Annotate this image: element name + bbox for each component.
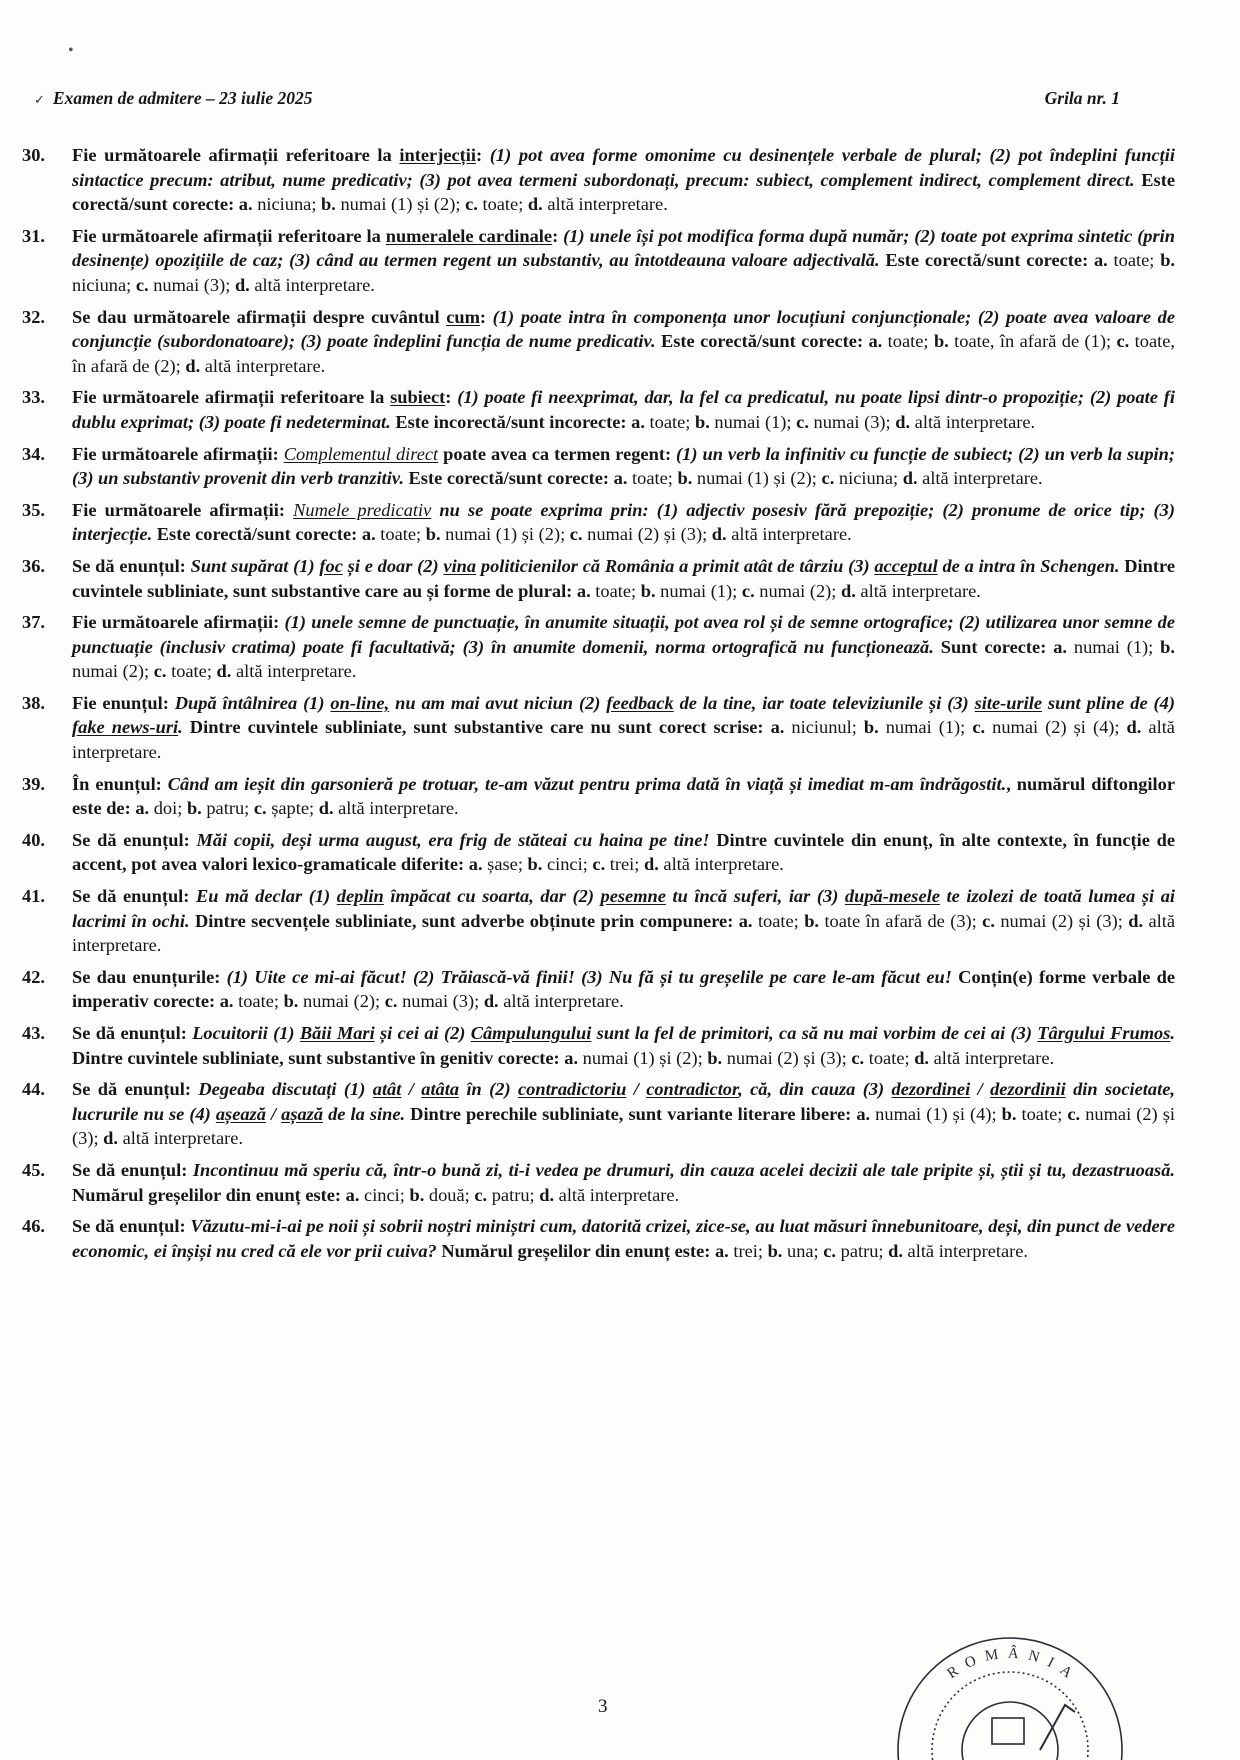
text-run: Fie următoarele afirmații referitoare la bbox=[72, 387, 391, 408]
text-run: altă interpretare. bbox=[542, 194, 668, 215]
text-run: d. bbox=[1128, 910, 1144, 931]
text-run: Se dau următoarele afirmații despre cuvântul bbox=[72, 306, 447, 327]
question-text bbox=[72, 1077, 1175, 1151]
text-run: b. bbox=[933, 331, 949, 352]
text-run: d. bbox=[914, 1047, 930, 1068]
text-run: doi; bbox=[149, 798, 187, 819]
text-run: d. bbox=[711, 524, 727, 545]
text-run: : bbox=[552, 225, 564, 246]
text-run: Degeaba discutați (1) bbox=[198, 1079, 373, 1100]
question-item bbox=[22, 884, 1175, 958]
text-run: numai (2) și (3); bbox=[994, 910, 1129, 931]
text-run: Fie enunțul: bbox=[72, 692, 175, 713]
underlined-term: Numele predicativ bbox=[293, 499, 432, 520]
text-run: b. bbox=[283, 991, 299, 1012]
question-item bbox=[22, 691, 1175, 765]
underlined-term: site-urile bbox=[974, 692, 1043, 713]
text-run: d. bbox=[527, 194, 543, 215]
text-run: c. bbox=[135, 274, 149, 295]
question-number: 40. bbox=[22, 829, 45, 850]
underlined-term: Câmpulungului bbox=[470, 1023, 592, 1043]
question-item bbox=[22, 305, 1175, 379]
text-run: c. bbox=[384, 991, 398, 1012]
text-run: numai (1) și (2); bbox=[692, 468, 822, 489]
text-run: . bbox=[1170, 1023, 1175, 1043]
text-run: , numărul diftongilor este de: a. bbox=[72, 773, 1175, 819]
text-run: altă interpretare. bbox=[333, 798, 459, 819]
question-text bbox=[72, 385, 1175, 434]
question-text bbox=[72, 554, 1175, 603]
text-run: Când am ieșit din garsonieră pe trotuar, te-am văzut pentru prima dată în viață și imediat m-am îndrăgostit. bbox=[167, 773, 1007, 794]
text-run: patru; bbox=[487, 1184, 540, 1205]
question-number: 35. bbox=[22, 499, 45, 520]
question-number: 45. bbox=[22, 1159, 45, 1180]
underlined-term: așează bbox=[215, 1103, 266, 1124]
text-run: Locuitorii (1) bbox=[192, 1023, 300, 1043]
question-item bbox=[22, 224, 1175, 298]
question-item bbox=[22, 1158, 1175, 1207]
text-run: / bbox=[970, 1079, 991, 1100]
text-run: c. bbox=[465, 194, 478, 215]
text-run: b. bbox=[1001, 1103, 1017, 1124]
text-run: altă interpretare. bbox=[855, 580, 981, 601]
question-item bbox=[22, 143, 1175, 217]
text-run: Numărul greșelilor din enunț este: a. bbox=[72, 1184, 360, 1205]
text-run: cinci; bbox=[359, 1184, 410, 1205]
text-run: b. bbox=[767, 1240, 783, 1261]
text-run: toate; bbox=[477, 194, 528, 215]
question-number: 32. bbox=[22, 306, 45, 327]
text-run: toate; bbox=[752, 910, 805, 931]
question-item bbox=[22, 442, 1175, 491]
text-run: numai (2) și (3); bbox=[72, 1103, 1175, 1149]
text-run: numai (2); bbox=[298, 991, 385, 1012]
question-number: 31. bbox=[22, 225, 45, 246]
text-run: patru; bbox=[201, 798, 254, 819]
question-item bbox=[22, 1214, 1175, 1263]
text-run: patru; bbox=[836, 1240, 889, 1261]
text-run: de la sine. bbox=[323, 1103, 406, 1124]
margin-mark: • bbox=[68, 42, 74, 59]
text-run: Văzutu-mi-i-ai pe noii și sobrii noștri miniștri cum, datorită crizei, zice-se, au luat măsuri înnebunitoare, deși, din punct de vedere economic, ei înșiși nu cred că ele vor prii cuiva? bbox=[72, 1216, 1175, 1261]
text-run: d. bbox=[234, 274, 250, 295]
text-run: Fie următoarele afirmații: bbox=[72, 443, 284, 464]
text-run: șapte; bbox=[266, 798, 319, 819]
question-text bbox=[72, 1214, 1175, 1263]
text-run: b. bbox=[1160, 636, 1175, 657]
text-run: Fie următoarele afirmații referitoare la bbox=[72, 145, 400, 165]
text-run: Se dă enunțul: bbox=[72, 829, 197, 850]
text-run: c. bbox=[1116, 331, 1130, 352]
text-run: toate, în afară de (2); bbox=[72, 331, 1176, 376]
underlined-term: vina bbox=[443, 555, 477, 576]
underlined-term: deplin bbox=[336, 886, 384, 907]
header-left bbox=[34, 88, 312, 109]
text-run: b. bbox=[804, 910, 820, 931]
text-run: altă interpretare. bbox=[200, 355, 326, 376]
text-run: (1) pot avea forme omonime cu desinențele verbale de plural; (2) pot îndeplini funcții sintactice precum: atribut, nume predicativ; (3) pot avea termeni subordonați, precum: subiect, complement indirect, complement direct. bbox=[72, 145, 1175, 190]
question-item bbox=[22, 1077, 1175, 1151]
question-text bbox=[72, 691, 1175, 765]
text-run: d. bbox=[185, 355, 201, 376]
text-run: c. bbox=[474, 1184, 488, 1205]
text-run: b. bbox=[863, 717, 879, 738]
question-text bbox=[72, 143, 1175, 217]
text-run: toate; bbox=[375, 524, 426, 545]
question-item bbox=[22, 1021, 1175, 1070]
question-text bbox=[72, 498, 1175, 547]
text-run: din societate, lucrurile nu se (4) bbox=[72, 1079, 1175, 1124]
stamp-center-ring bbox=[962, 1702, 1058, 1760]
text-run: politicienilor că România a primit atât de târziu (3) bbox=[476, 555, 875, 576]
text-run: cinci; bbox=[542, 854, 593, 875]
text-run: numai (3); bbox=[808, 411, 896, 432]
check-mark-icon: ✓ bbox=[34, 92, 45, 107]
underlined-term: pesemne bbox=[600, 886, 666, 907]
text-run: d. bbox=[895, 411, 911, 432]
university-stamp bbox=[890, 1600, 1140, 1760]
text-run: d. bbox=[318, 798, 334, 819]
text-run: sunt la fel de primitori, ca să nu mai vorbim de cei ai (3) bbox=[591, 1023, 1038, 1043]
underlined-term: fake news-uri bbox=[72, 717, 179, 738]
text-run: După întâlnirea (1) bbox=[174, 692, 331, 713]
underlined-term: acceptul bbox=[874, 555, 938, 576]
page-number: 3 bbox=[598, 1696, 608, 1717]
text-run: altă interpretare. bbox=[658, 854, 784, 875]
text-run: două; bbox=[424, 1184, 475, 1205]
text-run: c. bbox=[851, 1047, 865, 1068]
question-item bbox=[22, 772, 1175, 821]
text-run: c. bbox=[823, 1240, 837, 1261]
text-run: d. bbox=[216, 661, 232, 682]
question-item bbox=[22, 385, 1175, 434]
text-run: c. bbox=[796, 411, 809, 432]
underlined-term: numeralele cardinale bbox=[385, 225, 553, 246]
text-run: numai (2); bbox=[754, 580, 841, 601]
underlined-term: dezordinii bbox=[990, 1079, 1066, 1100]
text-run: Se dă enunțul: bbox=[72, 1159, 193, 1180]
question-item bbox=[22, 965, 1175, 1014]
text-run: de a intra în Schengen. bbox=[937, 555, 1120, 576]
text-run: Dintre cuvintele din enunț, în alte contexte, în funcție de accent, pot avea valori lexico-gramaticale diferite: a. bbox=[72, 829, 1176, 875]
text-run: Dintre cuvintele subliniate, sunt substantive în genitiv corecte: a. bbox=[72, 1047, 579, 1068]
text-run: toate; bbox=[864, 1047, 915, 1068]
text-run: altă interpretare. bbox=[910, 411, 1036, 432]
question-number: 37. bbox=[22, 612, 45, 633]
question-text bbox=[72, 442, 1175, 491]
text-run: Este corectă/sunt corecte: a. bbox=[655, 331, 883, 352]
underlined-term: Băii Mari bbox=[299, 1023, 375, 1043]
text-run: b. bbox=[186, 798, 202, 819]
text-run: c. bbox=[153, 661, 167, 682]
text-run: altă interpretare. bbox=[902, 1240, 1029, 1261]
text-run: toate; bbox=[590, 580, 641, 601]
text-run: numai (1) și (2); bbox=[440, 524, 570, 545]
text-run: numai (1); bbox=[709, 411, 797, 432]
text-run: Incontinuu mă speriu că, într-o bună zi, ti-i vedea pe drumuri, din cauza acelei decizii ale tale pripite și, știi și tu, dezastruoasă. bbox=[192, 1159, 1175, 1180]
text-run: d. bbox=[902, 468, 918, 489]
question-text bbox=[72, 305, 1175, 379]
text-run: b. bbox=[1160, 250, 1176, 271]
text-run: c. bbox=[821, 468, 835, 489]
text-run: toate; bbox=[166, 661, 217, 682]
question-item bbox=[22, 554, 1175, 603]
text-run: Conțin(e) forme verbale de imperativ corecte: a. bbox=[72, 966, 1175, 1012]
text-run: în (2) bbox=[459, 1079, 518, 1100]
text-run: : bbox=[445, 387, 458, 408]
text-run: toate; bbox=[644, 411, 695, 432]
text-run: numai (3); bbox=[148, 274, 235, 295]
text-run: Numărul greșelilor din enunț este: a. bbox=[436, 1240, 729, 1261]
text-run: Se dă enunțul: bbox=[72, 555, 191, 576]
text-run: tu încă suferi, iar (3) bbox=[665, 886, 845, 907]
text-run: Se dă enunțul: bbox=[72, 1023, 193, 1043]
text-run: numai (1); bbox=[1067, 636, 1161, 657]
text-run: (1) Uite ce mi-ai făcut! (2) Trăiască-vă finii! (3) Nu fă și tu greșelile pe care le-am făcut eu! bbox=[226, 966, 952, 987]
text-run: b. bbox=[707, 1047, 723, 1068]
text-run: Se dau enunțurile: bbox=[72, 966, 227, 987]
text-run: Este incorectă/sunt incorecte: a. bbox=[390, 411, 645, 432]
underlined-term: feedback bbox=[606, 692, 674, 713]
text-run: numai (1) și (2); bbox=[335, 194, 466, 215]
question-item bbox=[22, 610, 1175, 684]
text-run: împăcat cu soarta, dar (2) bbox=[383, 886, 601, 907]
question-number: 38. bbox=[22, 692, 45, 713]
text-run: b. bbox=[321, 194, 336, 215]
question-text bbox=[72, 1021, 1175, 1070]
text-run: numai (2) și (4); bbox=[985, 717, 1127, 738]
text-run: b. bbox=[640, 580, 656, 601]
text-run: toate; bbox=[627, 468, 678, 489]
text-run: Sunt corecte: a. bbox=[933, 636, 1067, 657]
underlined-term: on-line, bbox=[330, 692, 390, 713]
question-text bbox=[72, 884, 1175, 958]
text-run: / bbox=[401, 1079, 422, 1100]
text-run: (1) poate fi neexprimat, dar, la fel ca predicatul, nu poate lipsi dintr-o propoziție; (2) poate fi dublu exprimat; (3) poate fi nedeterminat. bbox=[72, 387, 1175, 432]
text-run: Fie următoarele afirmații: bbox=[72, 499, 294, 520]
text-run: c. bbox=[982, 910, 995, 931]
text-run: altă interpretare. bbox=[917, 468, 1043, 489]
text-run: numai (2) și (3); bbox=[722, 1047, 852, 1068]
question-text bbox=[72, 1158, 1175, 1207]
text-run: d. bbox=[103, 1128, 118, 1149]
question-text bbox=[72, 772, 1175, 821]
underlined-term: după-mesele bbox=[844, 886, 940, 907]
text-run: toate; bbox=[1107, 250, 1161, 271]
text-run: altă interpretare. bbox=[72, 717, 1175, 763]
text-run: Este corectă/sunt corecte: a. bbox=[152, 524, 376, 545]
text-run: Sunt supărat (1) bbox=[190, 555, 320, 576]
underlined-term: Târgului Frumos bbox=[1037, 1023, 1171, 1043]
question-text bbox=[72, 224, 1175, 298]
text-run: altă interpretare. bbox=[231, 661, 357, 682]
text-run: trei; bbox=[605, 854, 644, 875]
text-run: d. bbox=[539, 1184, 555, 1205]
text-run: una; bbox=[782, 1240, 824, 1261]
text-run: Este corectă/sunt corecte: a. bbox=[879, 250, 1108, 271]
text-run: Măi copii, deși urma august, era frig de stăteai cu haina pe tine! bbox=[196, 829, 710, 850]
text-run: numai (3); bbox=[397, 991, 484, 1012]
question-text bbox=[72, 965, 1175, 1014]
question-number: 30. bbox=[22, 145, 45, 165]
question-number: 42. bbox=[22, 966, 45, 987]
question-item bbox=[22, 828, 1175, 877]
question-text bbox=[72, 610, 1175, 684]
text-run: d. bbox=[483, 991, 499, 1012]
text-run: altă interpretare. bbox=[554, 1184, 680, 1205]
underlined-term: foc bbox=[319, 555, 343, 576]
text-run: și e doar (2) bbox=[342, 555, 444, 576]
text-run: Se dă enunțul: bbox=[72, 886, 196, 907]
text-run: c. bbox=[741, 580, 755, 601]
text-run: / bbox=[626, 1079, 647, 1100]
text-run: numai (1) și (4); bbox=[870, 1103, 1002, 1124]
text-run: niciunul; bbox=[784, 717, 864, 738]
text-run: În enunțul: bbox=[72, 773, 168, 794]
text-run: Se dă enunțul: bbox=[72, 1079, 199, 1100]
question-item bbox=[22, 498, 1175, 547]
underlined-term: contradictoriu bbox=[517, 1079, 627, 1100]
question-number: 44. bbox=[22, 1079, 45, 1100]
text-run: b. bbox=[527, 854, 543, 875]
text-run: (1) unele semne de punctuație, în anumite situații, pot avea rol și de semne ortografice; (2) utilizarea unor semne de punctuație (inclusiv cratima) poate fi facultativă; (3) în anumite domenii, norma ortografică nu funcționează. bbox=[72, 612, 1176, 657]
underlined-term: așază bbox=[281, 1103, 324, 1124]
question-list bbox=[22, 143, 1175, 1270]
text-run: toate; bbox=[1016, 1103, 1068, 1124]
text-run: numai (2) și (3); bbox=[582, 524, 712, 545]
text-run: Dintre cuvintele subliniate, sunt substantive care nu sunt corect scrise: a. bbox=[182, 717, 785, 738]
underlined-term: atâta bbox=[421, 1079, 460, 1100]
text-run: b. bbox=[409, 1184, 425, 1205]
grid-number: Grila nr. 1 bbox=[1044, 88, 1120, 108]
text-run: Dintre cuvintele subliniate, sunt substantive care au și forme de plural: a. bbox=[72, 555, 1175, 601]
question-number: 34. bbox=[22, 443, 45, 464]
text-run: Eu mă declar (1) bbox=[196, 886, 337, 907]
text-run: sunt pline de (4) bbox=[1042, 692, 1175, 713]
text-run: nu am mai avut niciun (2) bbox=[389, 692, 607, 713]
text-run: niciuna; bbox=[72, 274, 136, 295]
text-run: b. bbox=[677, 468, 693, 489]
text-run: altă interpretare. bbox=[117, 1128, 244, 1149]
question-number: 46. bbox=[22, 1216, 45, 1237]
underlined-term: dezordinei bbox=[891, 1079, 971, 1100]
text-run: altă interpretare. bbox=[929, 1047, 1055, 1068]
text-run: șase; bbox=[482, 854, 528, 875]
text-run: (1) un verb la infinitiv cu funcție de subiect; (2) un verb la supin; (3) un substantiv provenit din verb tranzitiv. bbox=[72, 443, 1175, 489]
underlined-term: cum bbox=[446, 306, 480, 327]
text-run: altă interpretare. bbox=[726, 524, 852, 545]
text-run: toate în afară de (3); bbox=[819, 910, 983, 931]
text-run: poate avea ca termen regent: bbox=[438, 443, 677, 464]
underlined-term: Complementul direct bbox=[283, 443, 439, 464]
text-run: Dintre perechile subliniate, sunt variante literare libere: a. bbox=[405, 1103, 871, 1124]
text-run: c. bbox=[972, 717, 986, 738]
underlined-term: interjecții bbox=[399, 145, 476, 165]
text-run: d. bbox=[1126, 717, 1142, 738]
stamp-crest bbox=[992, 1718, 1024, 1744]
text-run: de la tine, iar toate televiziunile și (3) bbox=[673, 692, 975, 713]
text-run: Este corectă/sunt corecte: a. bbox=[403, 468, 628, 489]
text-run: (1) unele își pot modifica forma după număr; (2) toate pot exprima sintetic (prin desinențe) opozițiile de caz; (3) când au termen regent un substantiv, au întotdeauna valoare adjectivală. bbox=[72, 225, 1176, 271]
text-run: c. bbox=[569, 524, 583, 545]
question-number: 39. bbox=[22, 773, 45, 794]
text-run: d. bbox=[841, 580, 856, 601]
question-number: 43. bbox=[22, 1023, 45, 1043]
text-run: toate, în afară de (1); bbox=[948, 331, 1117, 352]
text-run: / bbox=[265, 1103, 282, 1124]
text-run: c. bbox=[253, 798, 267, 819]
text-run: Se dă enunțul: bbox=[72, 1216, 191, 1237]
underlined-term: subiect bbox=[390, 387, 446, 408]
text-run: d. bbox=[888, 1240, 903, 1261]
text-run: . bbox=[178, 717, 183, 738]
text-run: altă interpretare. bbox=[249, 274, 375, 295]
question-number: 33. bbox=[22, 387, 45, 408]
text-run: altă interpretare. bbox=[72, 910, 1175, 956]
text-run: (1) poate intra în componența unor locuțiuni conjuncționale; (2) poate avea valoare de conjuncție (subordonatoare); (3) poate îndeplini funcția de nume predicativ. bbox=[72, 306, 1175, 352]
text-run: , că, din cauza (3) bbox=[738, 1079, 892, 1100]
text-run: : bbox=[476, 145, 490, 165]
underlined-term: contradictor bbox=[646, 1079, 739, 1100]
text-run: d. bbox=[643, 854, 659, 875]
text-run: : bbox=[479, 306, 493, 327]
text-run: trei; bbox=[728, 1240, 768, 1261]
text-run: numai (1); bbox=[878, 717, 973, 738]
text-run: b. bbox=[425, 524, 441, 545]
text-run: b. bbox=[695, 411, 710, 432]
page-header bbox=[34, 88, 1120, 109]
question-number: 36. bbox=[22, 555, 45, 576]
text-run: c. bbox=[592, 854, 606, 875]
exam-title: Examen de admitere – 23 iulie 2025 bbox=[52, 88, 313, 108]
underlined-term: atât bbox=[372, 1079, 402, 1100]
text-run: și cei ai (2) bbox=[374, 1023, 471, 1043]
text-run: niciuna; bbox=[252, 194, 322, 215]
text-run: Este corectă/sunt corecte: a. bbox=[72, 169, 1176, 215]
text-run: toate; bbox=[233, 991, 284, 1012]
text-run: nu se poate exprima prin: (1) adjectiv posesiv fără prepoziție; (2) pronume de orice tip; (3) interjecție. bbox=[72, 499, 1176, 545]
text-run: Fie următoarele afirmații: bbox=[72, 612, 285, 633]
text-run: te izolezi de toată lumea și ai lacrimi în ochi. bbox=[72, 886, 1175, 931]
text-run: numai (2); bbox=[72, 661, 154, 682]
stamp-text-path: ROMÂNIA bbox=[944, 1645, 1083, 1688]
text-run: numai (1) și (2); bbox=[578, 1047, 708, 1068]
text-run: numai (1); bbox=[655, 580, 742, 601]
stamp-inner-ring bbox=[932, 1672, 1088, 1760]
text-run: niciuna; bbox=[834, 468, 903, 489]
text-run: altă interpretare. bbox=[498, 991, 624, 1012]
text-run: Dintre secvențele subliniate, sunt adverbe obținute prin compunere: a. bbox=[189, 910, 753, 931]
text-run: c. bbox=[1067, 1103, 1081, 1124]
question-text bbox=[72, 828, 1175, 877]
text-run: toate; bbox=[882, 331, 934, 352]
question-number: 41. bbox=[22, 886, 45, 907]
text-run: Fie următoarele afirmații referitoare la bbox=[72, 225, 386, 246]
